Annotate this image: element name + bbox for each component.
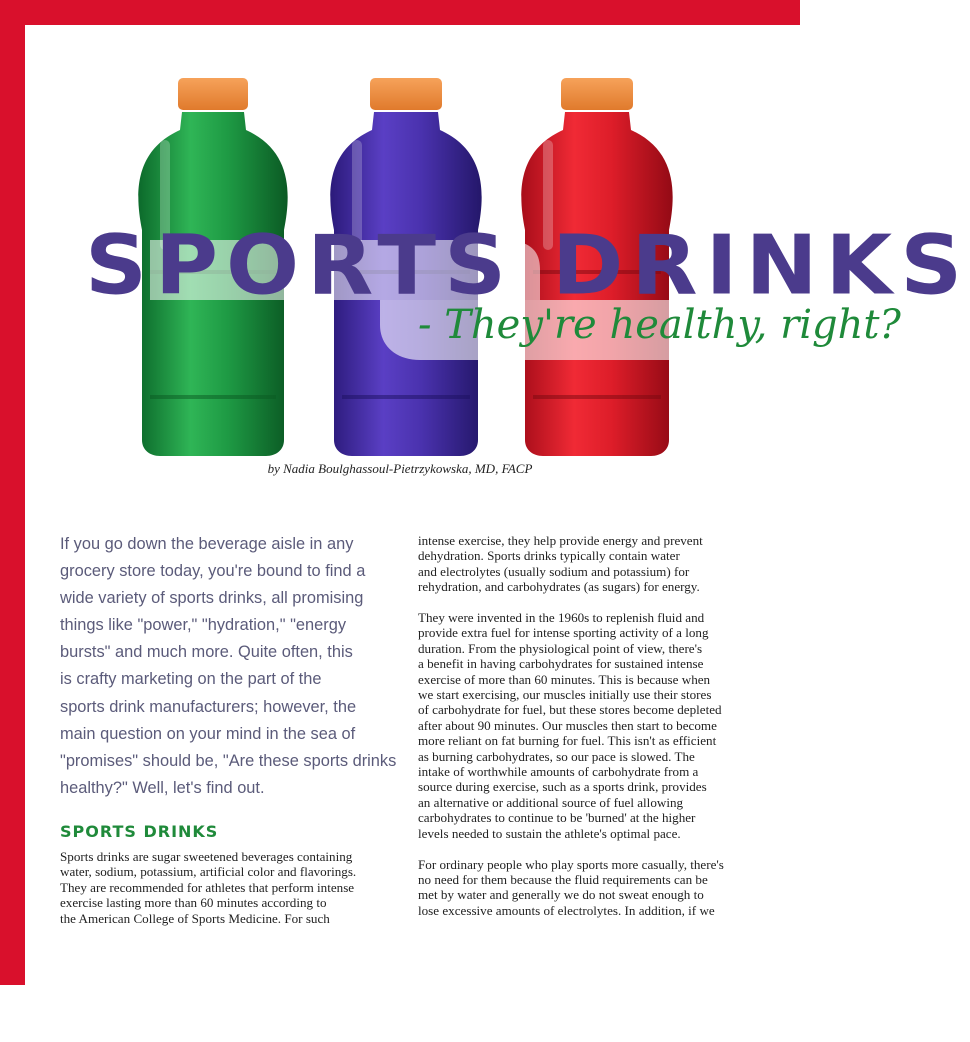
body-line: levels needed to sustain the athlete's optimal pace.: [418, 825, 681, 841]
body-line: provide extra fuel for intense sporting activity of a long: [418, 625, 709, 641]
intro-line: wide variety of sports drinks, all promising: [60, 589, 364, 608]
body-line: intense exercise, they help provide energy and prevent: [418, 533, 703, 548]
body-paragraph: [418, 533, 748, 595]
intro-line: main question on your mind in the sea of: [60, 724, 356, 743]
body-line: rehydration, and carbohydrates (as sugars) for energy.: [418, 579, 700, 595]
body-line: more reliant on fat burning for fuel. This isn't as efficient: [418, 733, 717, 749]
intro-line: healthy?" Well, let's find out.: [60, 778, 265, 797]
body-line: as burning carbohydrates, so our pace is slowed. The: [418, 748, 695, 764]
body-line: source during exercise, such as a sports drink, provides: [418, 779, 707, 795]
body-line: exercise lasting more than 60 minutes according to: [60, 895, 327, 911]
body-line: after about 90 minutes. Our muscles then start to become: [418, 717, 717, 733]
body-line: lose excessive amounts of electrolytes. In addition, if we: [418, 902, 715, 918]
body-paragraph-col1: [60, 849, 390, 926]
body-line: exercise of more than 60 minutes. This is because when: [418, 671, 711, 687]
body-line: duration. From the physiological point of view, there's: [418, 640, 703, 656]
body-line: They are recommended for athletes that perform intense: [60, 879, 355, 895]
intro-line: sports drink manufacturers; however, the: [60, 697, 357, 716]
body-paragraph: [418, 857, 748, 919]
body-line: dehydration. Sports drinks typically contain water: [418, 548, 680, 564]
body-paragraph: [418, 610, 748, 841]
body-line: water, sodium, potassium, artificial color and flavorings.: [60, 864, 357, 880]
body-line: the American College of Sports Medicine. For such: [60, 910, 330, 926]
intro-line: things like "power," "hydration," "energy: [60, 616, 347, 635]
intro-line: If you go down the beverage aisle in any: [60, 535, 354, 553]
body-line: For ordinary people who play sports more casually, there's: [418, 856, 724, 872]
body-line: met by water and generally we do not sweat enough to: [418, 887, 704, 903]
intro-line: grocery store today, you're bound to find a: [60, 562, 366, 581]
body-line: no need for them because the fluid requirements can be: [418, 871, 708, 887]
article-subtitle: - They're healthy, right?: [418, 302, 901, 348]
byline: by Nadia Boulghassoul-Pietrzykowska, MD, FACP: [267, 461, 533, 476]
body-line: of carbohydrate for fuel, but these stores become depleted: [418, 702, 722, 718]
intro-line: "promises" should be, "Are these sports drinks: [60, 751, 397, 770]
body-line: an alternative or additional source of fuel allowing: [418, 794, 684, 810]
body-line: and electrolytes (usually sodium and potassium) for: [418, 563, 690, 579]
body-line: intake of worthwhile amounts of carbohydrate from a: [418, 764, 699, 780]
article-title: SPORTS DRINKS: [85, 218, 970, 314]
body-column-2: [418, 533, 748, 934]
body-line: Sports drinks are sugar sweetened beverages containing: [60, 849, 353, 864]
intro-paragraph: [60, 531, 396, 802]
intro-line: is crafty marketing on the part of the: [60, 670, 322, 689]
section-heading: SPORTS DRINKS: [60, 822, 219, 841]
body-line: carbohydrates to continue to be 'burned' at the higher: [418, 810, 696, 826]
intro-line: bursts" and much more. Quite often, this: [60, 643, 353, 662]
body-line: we start exercising, our muscles initially use their stores: [418, 687, 712, 703]
body-line: a benefit in having carbohydrates for sustained intense: [418, 656, 704, 672]
body-line: They were invented in the 1960s to replenish fluid and: [418, 610, 705, 626]
